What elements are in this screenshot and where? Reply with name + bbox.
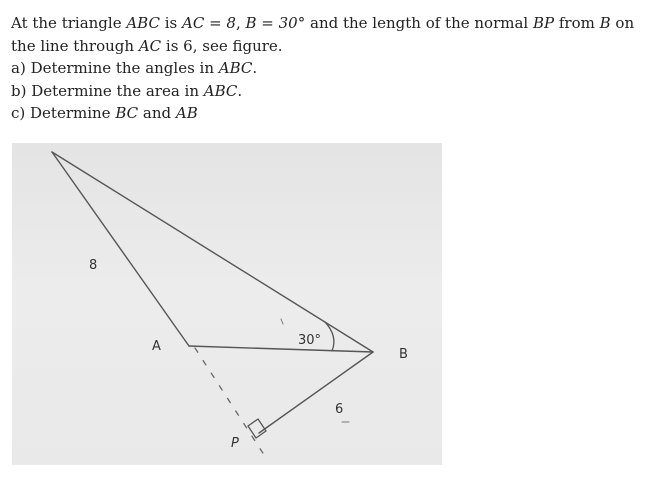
- triangle-figure: [12, 143, 442, 465]
- question-a: a) Determine the angles in ABC.: [11, 59, 258, 77]
- math-ac-eq: AC = 8: [182, 14, 236, 32]
- math-b: B: [599, 14, 611, 32]
- math-ac: AC: [138, 36, 162, 55]
- label-vertex-b: B: [399, 347, 408, 362]
- right-angle-marker: [248, 419, 266, 438]
- label-side-bp: 6: [335, 402, 344, 417]
- problem-statement: [11, 12, 651, 125]
- math-abc: ABC: [126, 14, 160, 32]
- math-bp: BP: [532, 14, 555, 32]
- triangle-diagram: [12, 143, 442, 465]
- tick-mark: [281, 319, 283, 324]
- question-b: b) Determine the area in ABC.: [11, 81, 243, 100]
- side-ab: [189, 346, 373, 352]
- math-b-eq: B = 30°: [245, 14, 306, 32]
- label-side-ac: 8: [89, 258, 98, 273]
- normal-bp: [259, 352, 373, 433]
- label-vertex-a: A: [152, 339, 161, 354]
- question-c: c) Determine BC and AB: [11, 104, 198, 122]
- problem-intro: At the triangle ABC is AC = 8, B = 30° and the length of the normal BP from B on the line through AC is 6, see figure.: [11, 14, 635, 55]
- label-angle-b: 30°: [298, 333, 322, 348]
- side-ca: [52, 152, 189, 346]
- label-foot-p: P: [231, 436, 239, 451]
